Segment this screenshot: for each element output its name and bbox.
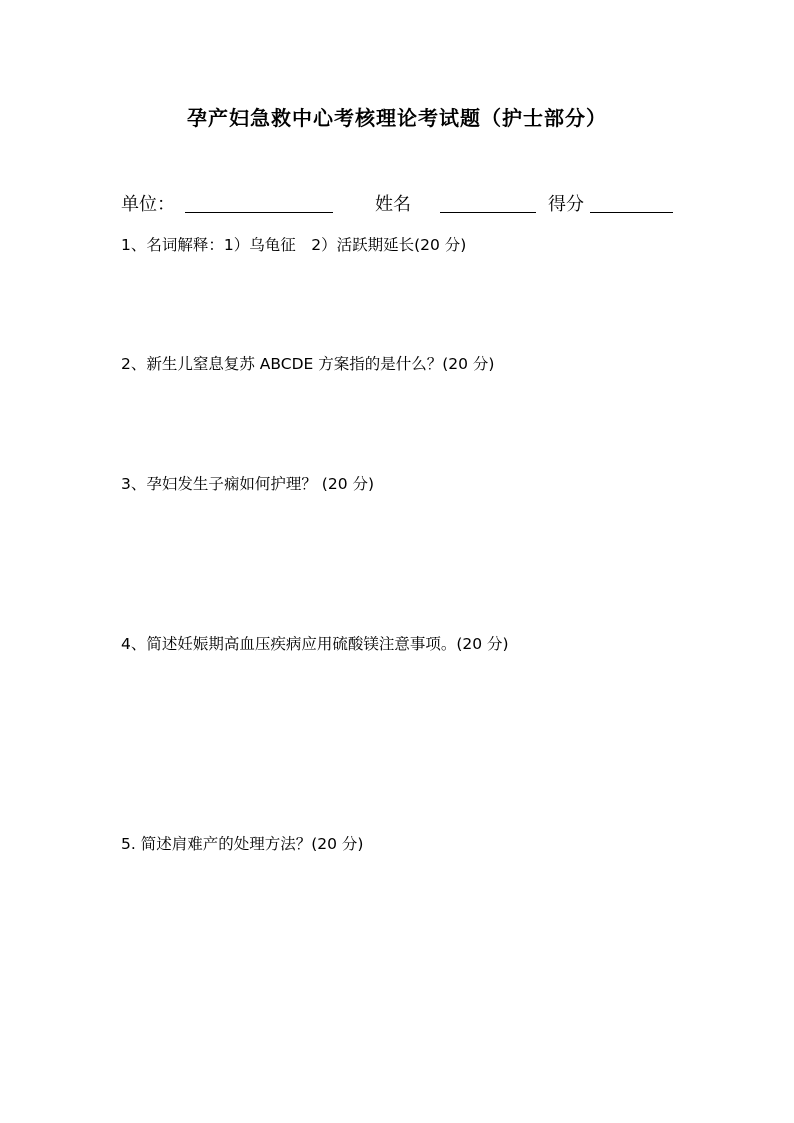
question-1: 1、名词解释：1）乌龟征 2）活跃期延长(20 分)	[121, 236, 467, 254]
question-3: 3、孕妇发生子痫如何护理？ (20 分)	[121, 475, 375, 493]
question-2: 2、新生儿窒息复苏 ABCDE 方案指的是什么？(20 分)	[121, 355, 495, 373]
name-blank[interactable]	[440, 212, 536, 213]
score-blank[interactable]	[590, 212, 673, 213]
name-label: 姓名	[375, 194, 411, 215]
unit-label: 单位：	[121, 194, 175, 215]
unit-blank[interactable]	[185, 212, 333, 213]
exam-title: 孕产妇急救中心考核理论考试题（护士部分）	[187, 106, 607, 130]
question-5: 5. 简述肩难产的处理方法？(20 分)	[121, 835, 364, 853]
score-label: 得分	[548, 194, 584, 215]
question-4: 4、简述妊娠期高血压疾病应用硫酸镁注意事项。(20 分)	[121, 635, 509, 653]
